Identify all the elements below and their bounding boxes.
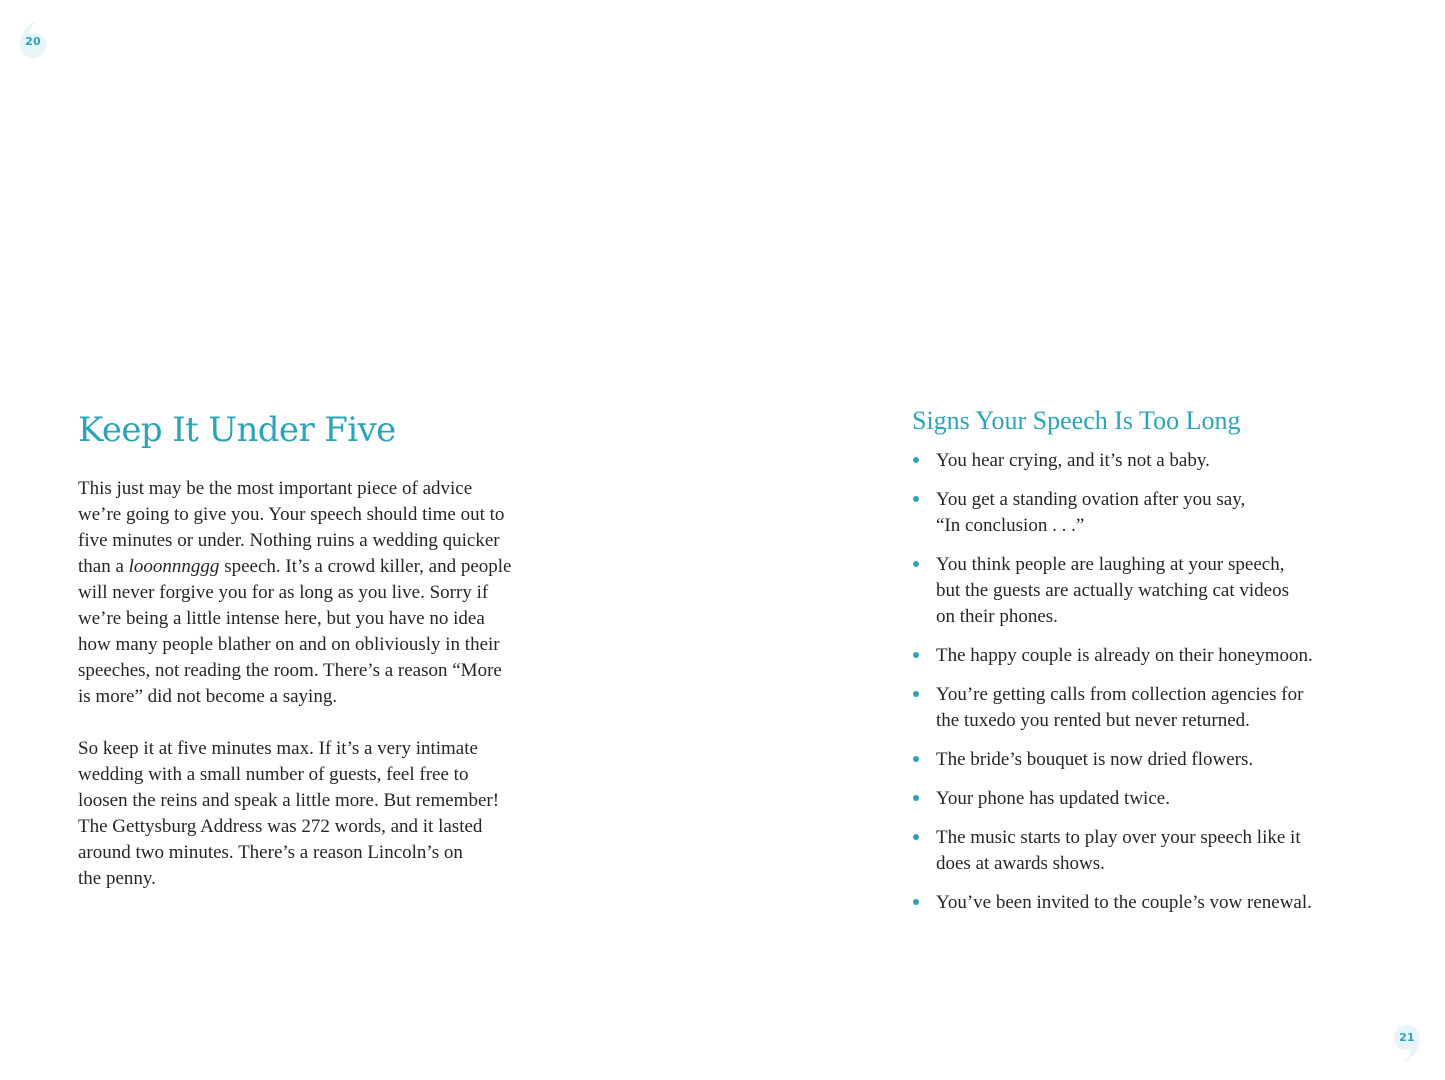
- list-item: [912, 682, 1392, 734]
- paragraph-1-italic-word: looonnnggg: [128, 556, 220, 577]
- bullet-icon: [913, 457, 919, 463]
- page-number-marker-right: [1393, 1021, 1421, 1065]
- list-item-text: You’re getting calls from collection agencies for the tuxedo you rented but never returned.: [936, 684, 1304, 731]
- list-item: [912, 643, 1392, 669]
- bullet-icon: [913, 561, 919, 567]
- bullet-icon: [913, 496, 919, 502]
- body-paragraph-1: [78, 476, 548, 710]
- list-item: [912, 552, 1392, 630]
- list-item: [912, 890, 1392, 916]
- list-item-text: You’ve been invited to the couple’s vow renewal.: [936, 892, 1312, 913]
- signs-list: [912, 448, 1392, 916]
- bullet-icon: [913, 834, 919, 840]
- list-item-text: You think people are laughing at your speech, but the guests are actually watching cat videos on their phones.: [936, 554, 1289, 627]
- paragraph-1-text-end: speech. It’s a crowd killer, and people will never forgive you for as long as you live. Sorry if we’re being a little intense here, but you have no idea how many people blather on and on obliviously in their speeches, not reading the room. There’s a reason “More is more” did not become a saying.: [78, 556, 512, 707]
- list-item-text: You get a standing ovation after you say, “In conclusion . . .”: [936, 489, 1246, 536]
- bullet-icon: [913, 652, 919, 658]
- sidebar-title: Signs Your Speech Is Too Long: [912, 406, 1241, 435]
- list-item-text: The happy couple is already on their honeymoon.: [936, 645, 1313, 666]
- page-number-marker-left: [19, 18, 47, 62]
- bullet-icon: [913, 795, 919, 801]
- list-item: [912, 448, 1392, 474]
- list-item: [912, 487, 1392, 539]
- bullet-icon: [913, 691, 919, 697]
- body-paragraph-2: So keep it at five minutes max. If it’s a very intimate wedding with a small number of guests, feel free to loosen the reins and speak a little more. But remember! The Gettysburg Address was 272 words, and it lasted around two minutes. There’s a reason Lincoln’s on the penny.: [78, 738, 500, 889]
- list-item-text: The music starts to play over your speech like it does at awards shows.: [936, 827, 1301, 874]
- list-item-text: Your phone has updated twice.: [936, 788, 1170, 809]
- paragraph-1-text-start: This just may be the most important piece of advice we’re going to give you. Your speech should time out to five minutes or under. Nothing ruins a wedding quicker than a: [78, 478, 505, 577]
- list-item-text: You hear crying, and it’s not a baby.: [936, 450, 1210, 471]
- chapter-title: Keep It Under Five: [78, 410, 396, 450]
- page-number-right: 21: [1399, 1031, 1415, 1044]
- list-item: [912, 786, 1392, 812]
- bullet-icon: [913, 756, 919, 762]
- list-item: [912, 825, 1392, 877]
- list-item: [912, 747, 1392, 773]
- bullet-icon: [913, 899, 919, 905]
- list-item-text: The bride’s bouquet is now dried flowers.: [936, 749, 1254, 770]
- page-number-left: 20: [25, 35, 41, 48]
- left-page: [78, 405, 548, 892]
- right-page: [912, 402, 1392, 929]
